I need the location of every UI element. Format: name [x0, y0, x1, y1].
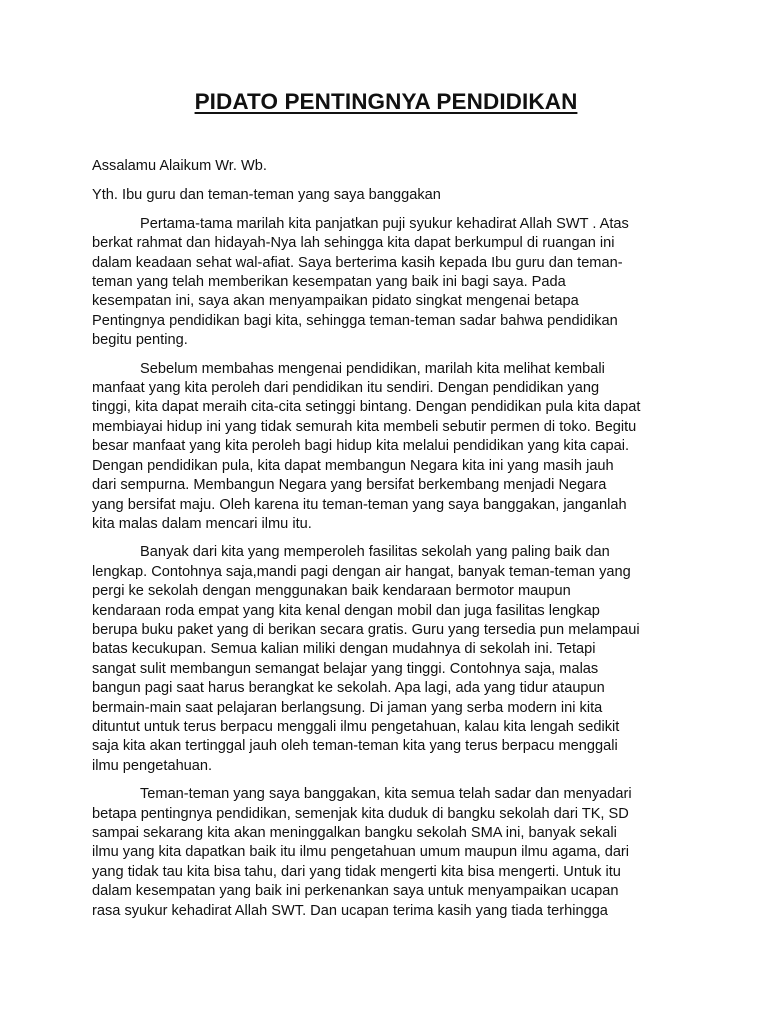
paragraph-line: Pertama-tama marilah kita panjatkan puji syukur kehadirat Allah SWT . Atas — [140, 215, 629, 232]
paragraph-line: berkat rahmat dan hidayah-Nya lah sehingga kita dapat berkumpul di ruangan ini — [92, 235, 615, 252]
paragraph-line: rasa syukur kehadirat Allah SWT. Dan ucapan terima kasih yang tiada terhingga — [92, 902, 608, 919]
paragraph-line: kita malas dalam mencari ilmu itu. — [92, 515, 312, 532]
paragraph-line: begitu penting. — [92, 332, 188, 349]
paragraph-line: manfaat yang kita peroleh dari pendidikan itu sendiri. Dengan pendidikan yang — [92, 380, 600, 397]
paragraph-line: Pentingnya pendidikan bagi kita, sehingga teman-teman sadar bahwa pendidikan — [92, 312, 618, 329]
paragraph-line: dari sempurna. Membangun Negara yang bersifat berkembang menjadi Negara — [92, 477, 607, 494]
paragraph-line: saja kita akan tertinggal jauh oleh teman-teman kita yang terus berpacu menggali — [92, 738, 618, 755]
paragraph-line: Sebelum membahas mengenai pendidikan, marilah kita melihat kembali — [140, 360, 605, 377]
paragraph-line: membiayai hidup ini yang tidak semurah kita membeli sebutir permen di toko. Begitu — [92, 418, 637, 435]
paragraph-benefits — [92, 360, 680, 535]
paragraph-line: dalam keadaan sehat wal-afiat. Saya berterima kasih kepada Ibu guru dan teman- — [92, 254, 623, 271]
paragraph-line: kendaraan roda empat yang kita kenal dengan mobil dan juga fasilitas lengkap — [92, 602, 600, 619]
paragraph-line: Teman-teman yang saya banggakan, kita semua telah sadar dan menyadari — [140, 786, 632, 803]
paragraph-line: kesempatan ini, saya akan menyampaikan pidato singkat mengenai betapa — [92, 293, 579, 310]
salutation: Yth. Ibu guru dan teman-teman yang saya banggakan — [92, 187, 441, 204]
paragraph-opening — [92, 215, 680, 351]
paragraph-line: besar manfaat yang kita peroleh bagi hidup kita melalui pendidikan yang kita capai. — [92, 438, 630, 455]
paragraph-line: sampai sekarang kita akan meninggalkan bangku sekolah SMA ini, banyak sekali — [92, 825, 617, 841]
paragraph-line: bermain-main saat pelajaran berlangsung. Di jaman yang serba modern ini kita — [92, 699, 603, 716]
paragraph-gratitude — [92, 785, 680, 921]
paragraph-line: ilmu pengetahuan. — [92, 757, 213, 774]
document-title: PIDATO PENTINGNYA PENDIDIKAN — [194, 89, 578, 114]
paragraph-line: yang bersifat maju. Oleh karena itu teman-teman yang saya banggakan, janganlah — [92, 496, 627, 513]
paragraph-line: bangun pagi saat harus berangkat ke sekolah. Apa lagi, ada yang tidur ataupun — [92, 680, 605, 697]
paragraph-line: Dengan pendidikan pula, kita dapat membangun Negara kita ini yang masih jauh — [92, 457, 614, 474]
paragraph-facilities — [92, 543, 680, 776]
paragraph-line: batas kecukupan. Semua kalian miliki dengan mudahnya di sekolah ini. Tetapi — [92, 641, 596, 658]
paragraph-line: Banyak dari kita yang memperoleh fasilitas sekolah yang paling baik dan — [140, 544, 610, 561]
document-page — [92, 0, 680, 921]
paragraph-line: tinggi, kita dapat meraih cita-cita setinggi bintang. Dengan pendidikan pula kita dapat — [92, 399, 641, 416]
paragraph-line: pergi ke sekolah dengan menggunakan baik kendaraan bermotor maupun — [92, 583, 571, 600]
paragraph-line: teman yang telah memberikan kesempatan yang baik ini bagi saya. Pada — [92, 274, 566, 291]
greeting: Assalamu Alaikum Wr. Wb. — [92, 158, 267, 174]
paragraph-line: dituntut untuk terus berpacu menggali ilmu pengetahuan, kalau kita lengah sedikit — [92, 718, 620, 735]
paragraph-line: betapa pentingnya pendidikan, semenjak kita duduk di bangku sekolah dari TK, SD — [92, 805, 629, 822]
paragraph-line: sangat sulit membangun semangat belajar yang tinggi. Contohnya saja, malas — [92, 660, 599, 677]
paragraph-line: yang tidak tau kita bisa tahu, dari yang tidak mengerti kita bisa mengerti. Untuk itu — [92, 863, 621, 880]
paragraph-line: dalam kesempatan yang baik ini perkenankan saya untuk menyampaikan ucapan — [92, 883, 619, 900]
paragraph-line: berupa buku paket yang di berikan secara gratis. Guru yang tersedia pun melampaui — [92, 621, 640, 638]
paragraph-line: lengkap. Contohnya saja,mandi pagi dengan air hangat, banyak teman-teman yang — [92, 563, 631, 580]
paragraph-line: ilmu yang kita dapatkan baik itu ilmu pengetahuan umum maupun ilmu agama, dari — [92, 844, 630, 861]
